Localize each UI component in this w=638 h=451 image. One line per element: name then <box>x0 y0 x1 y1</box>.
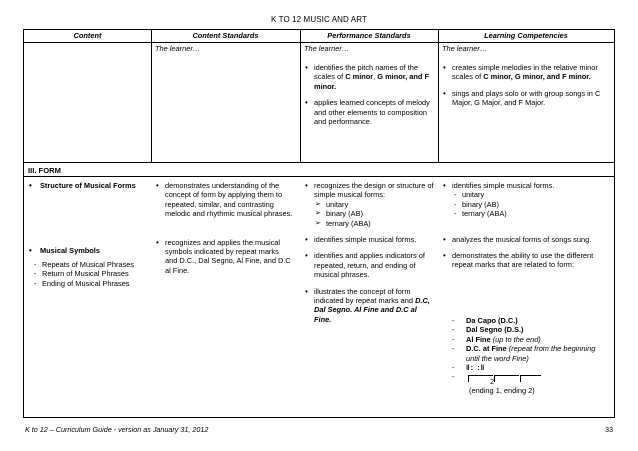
page-footer <box>25 425 613 434</box>
performance-lead: The learner… <box>304 44 350 53</box>
curriculum-table <box>23 29 615 418</box>
third-ending-bracket-icon <box>520 375 541 382</box>
list-item: • identifies simple musical forms. - unitary - binary (AB) - ternary (ABA) <box>442 181 608 219</box>
intro-performance-list <box>304 63 432 126</box>
competency-list <box>442 181 608 270</box>
list-item: • demonstrates the ability to use the different repeat marks that are related to form: <box>442 251 608 270</box>
list-item: • sings and plays solo or with group songs in C Major, G Major, and F Major. <box>442 89 608 108</box>
list-item: - D.C. at Fine (repeat from the beginning until the word Fine) <box>450 344 610 363</box>
content-item-structure <box>28 181 150 190</box>
list-item: • identifies and applies indicators of repeated, return, and ending of musical phrases. <box>304 251 434 279</box>
content-standards-lead: The learner… <box>155 44 201 53</box>
list-item: - Return of Musical Phrases <box>32 269 150 278</box>
list-item: - Al Fine (up to the end) <box>450 335 610 344</box>
perf-forms-list <box>314 200 434 228</box>
col-header-content: Content <box>73 31 102 40</box>
second-ending-bracket-icon <box>494 375 519 382</box>
comp-forms-list <box>452 190 608 218</box>
row-divider <box>24 162 614 163</box>
list-item: • Musical Symbols <box>28 246 150 255</box>
list-item: • illustrates the concept of form indicated by repeat marks and D.C, Dal Segno. Al Fine and D.C al Fine. <box>304 287 434 325</box>
list-item: • identifies the pitch names of the scales of C minor, G minor, and F minor. <box>304 63 432 91</box>
standards-list <box>155 181 293 275</box>
repeat-sign-icon: ‖: :‖ <box>466 363 486 373</box>
header-divider <box>24 42 614 43</box>
col-header-learning-competencies: Learning Competencies <box>484 31 568 40</box>
list-item: - Ending of Musical Phrases <box>32 279 150 288</box>
list-item: - Dal Segno (D.S.) <box>450 325 610 334</box>
list-item: ➢ binary (AB) <box>314 209 434 218</box>
list-item: - unitary <box>452 190 608 199</box>
intro-competency-list <box>442 63 608 108</box>
list-item: • applies learned concepts of melody and other elements to composition and performance. <box>304 98 432 126</box>
list-item: ➢ ternary (ABA) <box>314 219 434 228</box>
col-divider-2 <box>300 30 301 162</box>
repeat-sign-item <box>450 363 610 372</box>
list-item: • identifies simple musical forms. <box>304 235 434 244</box>
page-header: K TO 12 MUSIC AND ART <box>271 15 367 24</box>
list-item: • recognizes the design or structure of simple musical forms: ➢ unitary ➢ binary (AB) ➢ ternary (ABA) <box>304 181 434 228</box>
col-header-content-standards: Content Standards <box>192 31 259 40</box>
list-item: - Da Capo (D.C.) <box>450 316 610 325</box>
list-item: - ternary (ABA) <box>452 209 608 218</box>
list-item: - binary (AB) <box>452 200 608 209</box>
list-item: • analyzes the musical forms of songs sung. <box>442 235 608 244</box>
performance-list <box>304 181 434 324</box>
section-label: III. FORM <box>28 166 61 175</box>
list-item: - Repeats of Musical Phrases <box>32 260 150 269</box>
ending-caption: (ending 1, ending 2) <box>469 386 535 395</box>
competencies-lead: The learner… <box>442 44 488 53</box>
list-item: • recognizes and applies the musical symbols indicated by repeat marks and D.C., Dal Segno, Al Fine, and D.C al Fine. <box>155 238 293 276</box>
page-number: 33 <box>605 425 613 434</box>
col-divider-1 <box>151 30 152 162</box>
list-item: • Structure of Musical Forms <box>28 181 150 190</box>
footer-guide-text: K to 12 – Curriculum Guide - version as January 31, 2012 <box>25 425 209 434</box>
content-subitems <box>32 260 150 288</box>
ending-number: 2 <box>490 377 495 386</box>
section-divider <box>24 176 614 177</box>
list-item: • demonstrates understanding of the concept of form by applying them to repeated, similar, and contrasting melodic and rhythmic musical phrases. <box>155 181 293 219</box>
content-item-symbols <box>28 246 150 255</box>
col-divider-3 <box>438 30 439 162</box>
list-item: ➢ unitary <box>314 200 434 209</box>
repeat-marks-list <box>450 316 610 386</box>
list-item: • creates simple melodies in the relative minor scales of C minor, G minor, and F minor. <box>442 63 608 82</box>
ending-brackets-item <box>450 372 610 386</box>
col-header-performance-standards: Performance Standards <box>327 31 411 40</box>
